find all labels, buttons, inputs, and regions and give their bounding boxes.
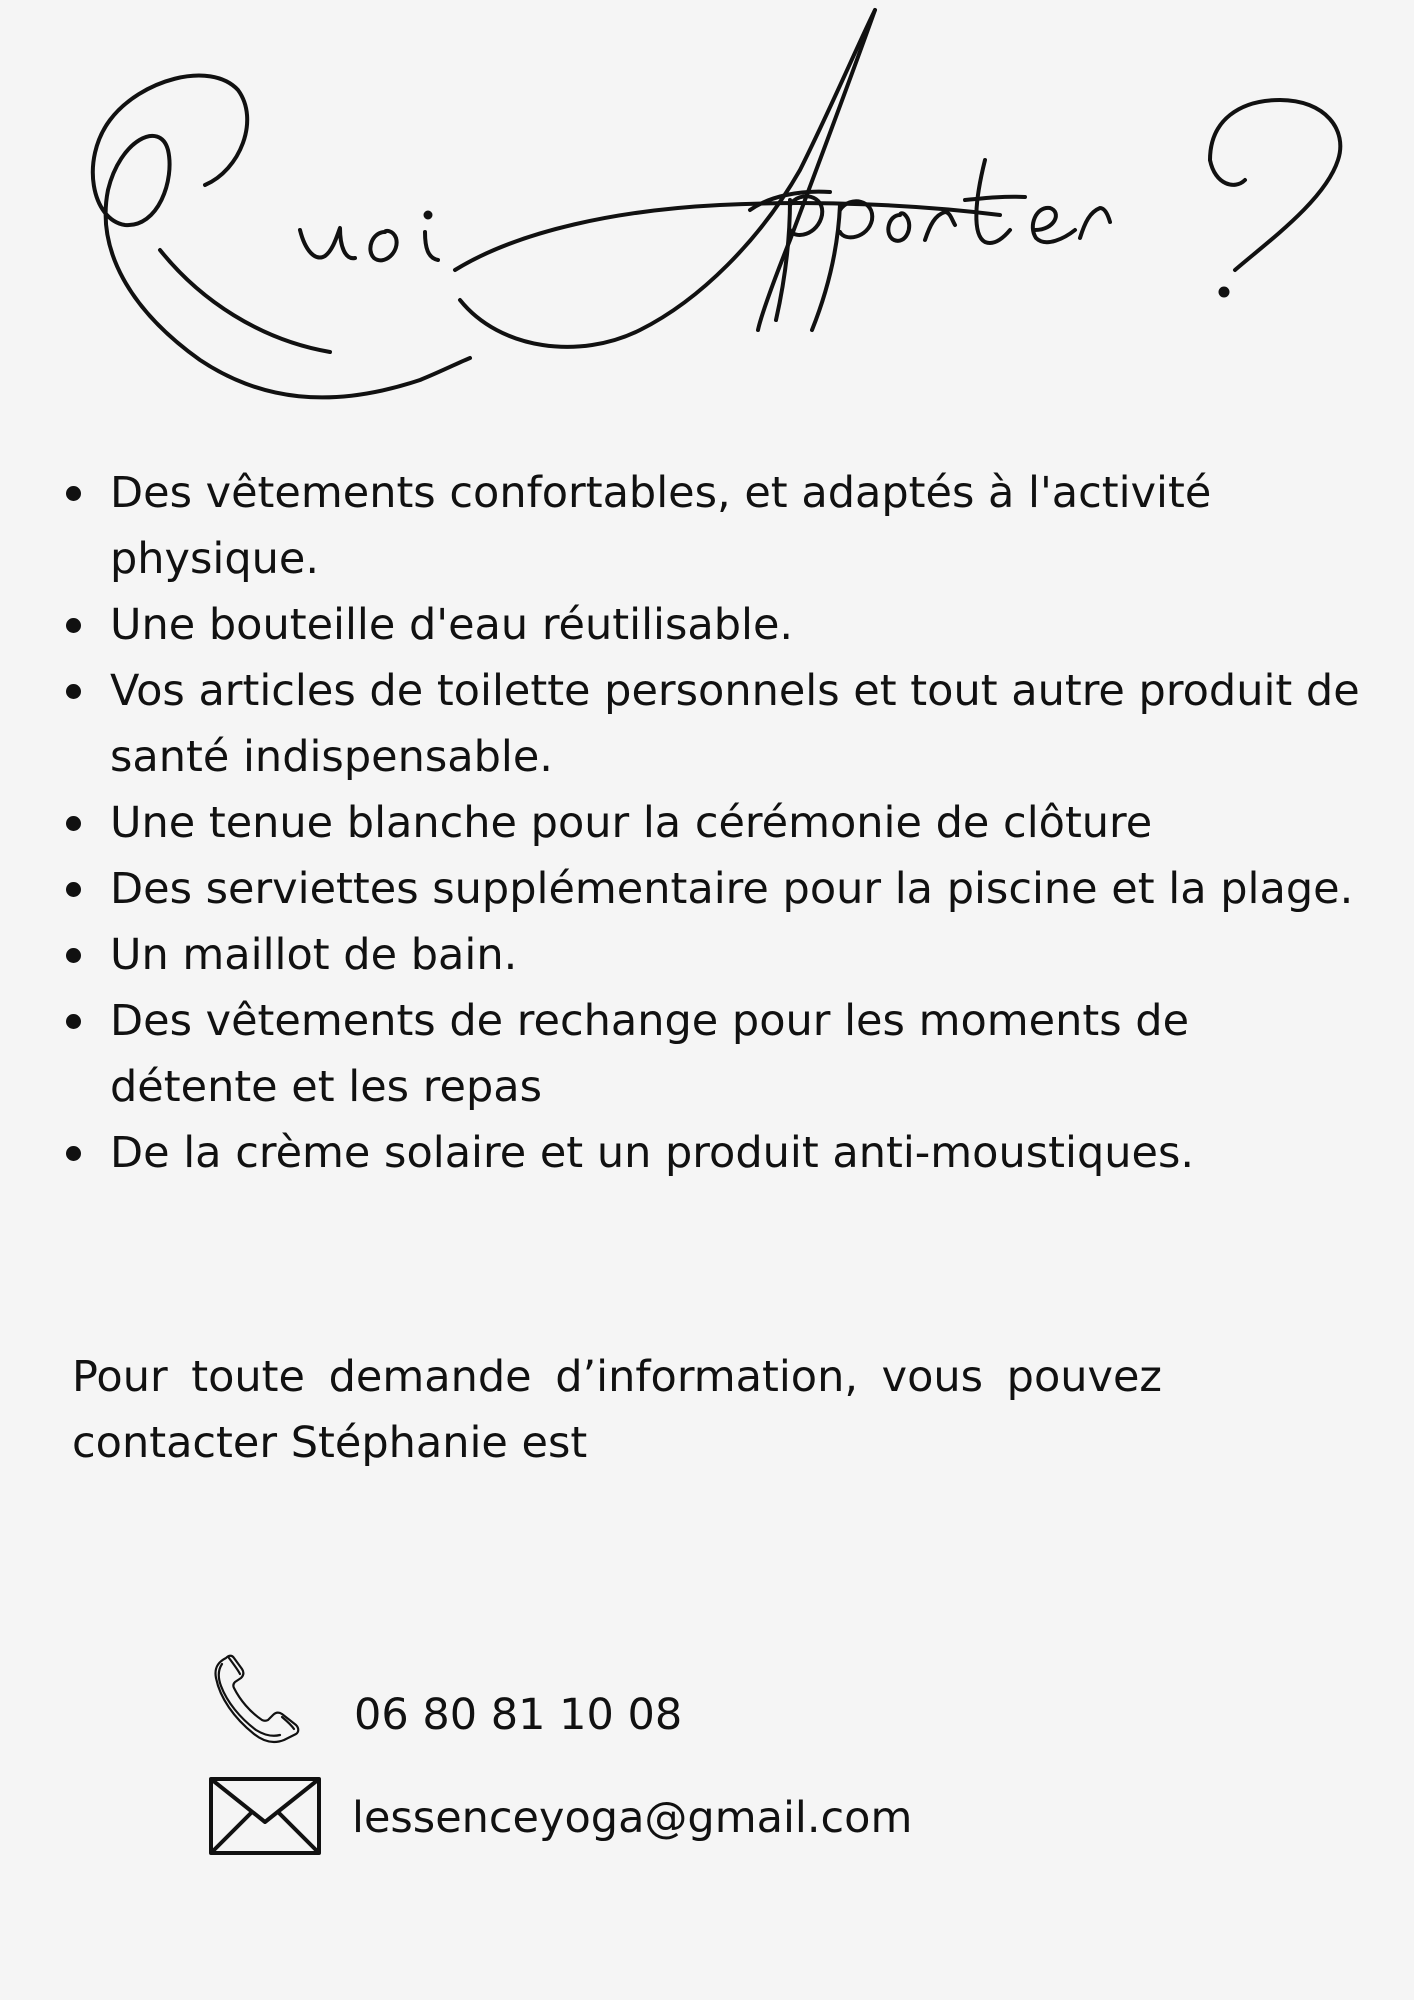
phone-icon: [212, 1654, 302, 1750]
list-item: De la crème solaire et un produit anti-moustiques.: [62, 1120, 1362, 1186]
list-item: Des vêtements de rechange pour les moments de détente et les repas: [62, 988, 1362, 1120]
contact-info-text: Pour toute demande d’information, vous pouvez contacter Stéphanie est: [72, 1352, 1162, 1468]
phone-contact: [212, 1648, 682, 1756]
script-title-lettering: [0, 0, 1414, 420]
email-address[interactable]: lessenceyoga@gmail.com: [352, 1793, 913, 1843]
list-item: Des serviettes supplémentaire pour la piscine et la plage.: [62, 856, 1362, 922]
list-item: Une bouteille d'eau réutilisable.: [62, 592, 1362, 658]
page-title: [0, 0, 1414, 420]
list-item: Des vêtements confortables, et adaptés à l'activité physique.: [62, 460, 1362, 592]
email-contact: [208, 1776, 912, 1860]
list-item: Vos articles de toilette personnels et tout autre produit de santé indispensable.: [62, 658, 1362, 790]
phone-number[interactable]: 06 80 81 10 08: [354, 1690, 683, 1740]
envelope-icon: [208, 1776, 322, 1860]
packing-list: [62, 460, 1362, 1186]
list-item: Une tenue blanche pour la cérémonie de clôture: [62, 790, 1362, 856]
list-item: Un maillot de bain.: [62, 922, 1362, 988]
